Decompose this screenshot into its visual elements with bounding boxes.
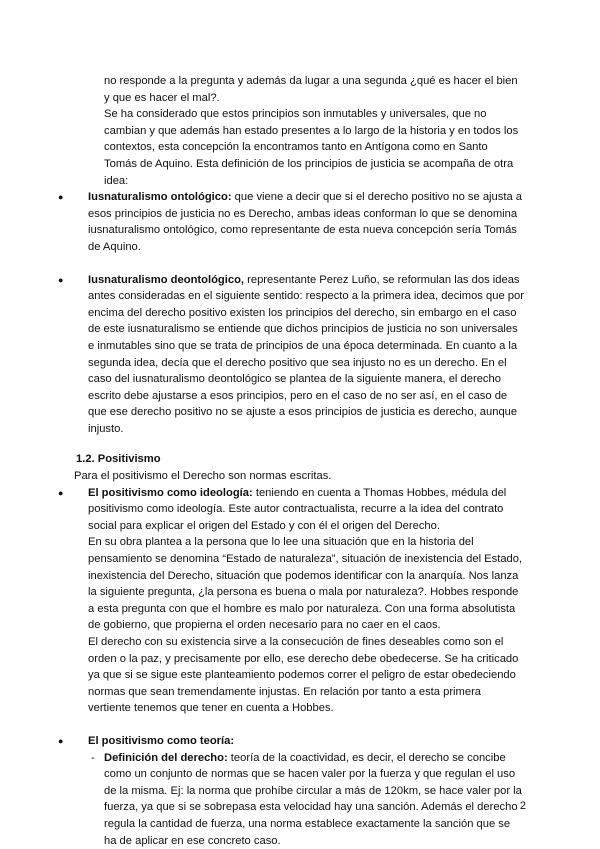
spacer	[0, 437, 600, 451]
dash-icon: -	[91, 751, 95, 764]
bullet-icon: ●	[58, 274, 64, 285]
text-definicion: teoría de la coactividad, es decir, el derecho se concibe como un conjunto de normas que se hacen valer por la fuerza y que regulan el uso de la misma. Ej: la norma que prohíbe circular a más de 120km, se hace valer por la fuerza, ya que si se sobrepasa esta velocidad hay una sanción. Además el derecho regula la cantidad de fuerza, una norma establece exactamente la sanción que se ha de aplicar en ese concreto caso.	[104, 751, 522, 847]
bullet-deontologico	[0, 272, 600, 438]
page-content	[0, 73, 600, 849]
bullet-ontologico	[0, 189, 600, 255]
text-ideologia: teniendo en cuenta a Thomas Hobbes, médula del positivismo como ideología. Este autor contractualista, recurre a la idea del contrato social para explicar el origen del Estado y con él el origen del Derecho.	[88, 486, 507, 532]
text-ontologico: que viene a decir que si el derecho positivo no se ajusta a esos principios de justicia no es Derecho, ambas ideas conforman lo que se denomina iusnaturalismo ontológico, como representante de esta nueva concepción sería Tomás de Aquino.	[88, 191, 523, 253]
intro-paragraph-2: Se ha considerado que estos principios son inmutables y universales, que no cambian y que además han estado presentes a lo largo de la historia y en todos los contextos, esta concepción la encontramos tanto en Antígona como en Santo Tomás de Aquino. Esta definición de los principios de justicia se acompaña de otra idea:	[104, 108, 519, 187]
page-number: 2	[519, 800, 526, 812]
section-heading: 1.2. Positivismo	[76, 453, 161, 466]
ideologia-paragraph-2: En su obra plantea a la persona que lo lee una situación que en la historia del pensamiento se denomina “Estado de naturaleza”, situación de inexistencia del Estado, inexistencia del Derecho, situación que podemos identificar con la anarquía. Nos lanza la siguiente pregunta, ¿la persona es buena o mala por naturaleza?. Hobbes responde a esta pregunta con que el hombre es malo por naturaleza. Con una forma absolutista de gobierno, que propierna el orden necesario para no caer en el caos.	[88, 536, 523, 632]
bullet-icon: ●	[58, 735, 64, 746]
term-ontologico: Iusnaturalismo ontológico:	[88, 191, 232, 204]
term-deontologico: Iusnaturalismo deontológico,	[88, 273, 245, 286]
spacer	[0, 256, 600, 272]
bullet-teoria	[0, 733, 600, 750]
spacer	[0, 717, 600, 733]
term-definicion: Definición del derecho:	[104, 751, 228, 764]
bullet-icon: ●	[58, 487, 64, 498]
term-ideologia: El positivismo como ideología:	[88, 486, 253, 499]
bullet-ideologia	[0, 485, 600, 717]
term-teoria: El positivismo como teoría:	[88, 734, 235, 747]
subitem-definicion	[0, 750, 600, 849]
intro-paragraph-1: no responde a la pregunta y además da lugar a una segunda ¿qué es hacer el bien y que es hacer el mal?.	[104, 75, 518, 104]
text-deontologico: representante Perez Luño, se reformulan las dos ideas antes consideradas en el siguiente sentido: respecto a la primera idea, decimos que por encima del derecho positivo existen los principios del derecho, sin embargo en el caso de este iusnaturalismo se entiende que dichos principios de justicia no son universales e inmutables sino que se trata de principios de una época determinada. En cuanto a la segunda idea, decía que el derecho positivo que sea injusto no es un derecho. En el caso del iusnaturalismo deontológico se plantea de la siguiente manera, el derecho escrito debe ajustarse a esos principios, pero en el caso de no ser así, en el caso de que ese derecho positivo no se ajuste a esos principios de justicia es derecho, aunque injusto.	[88, 273, 524, 435]
section-intro: Para el positivismo el Derecho son normas escritas.	[74, 470, 332, 483]
ideologia-paragraph-3: El derecho con su existencia sirve a la consecución de fines deseables como son el orden o la paz, y precisamente por ello, ese derecho debe obedecerse. Se ha criticado ya que si se sigue este planteamiento podemos correr el peligro de estar obedeciendo normas que sean tremendamente injustas. En relación por tanto a esta primera vertiente tenemos que tener en cuenta a Hobbes.	[88, 636, 519, 715]
bullet-icon: ●	[58, 192, 64, 203]
